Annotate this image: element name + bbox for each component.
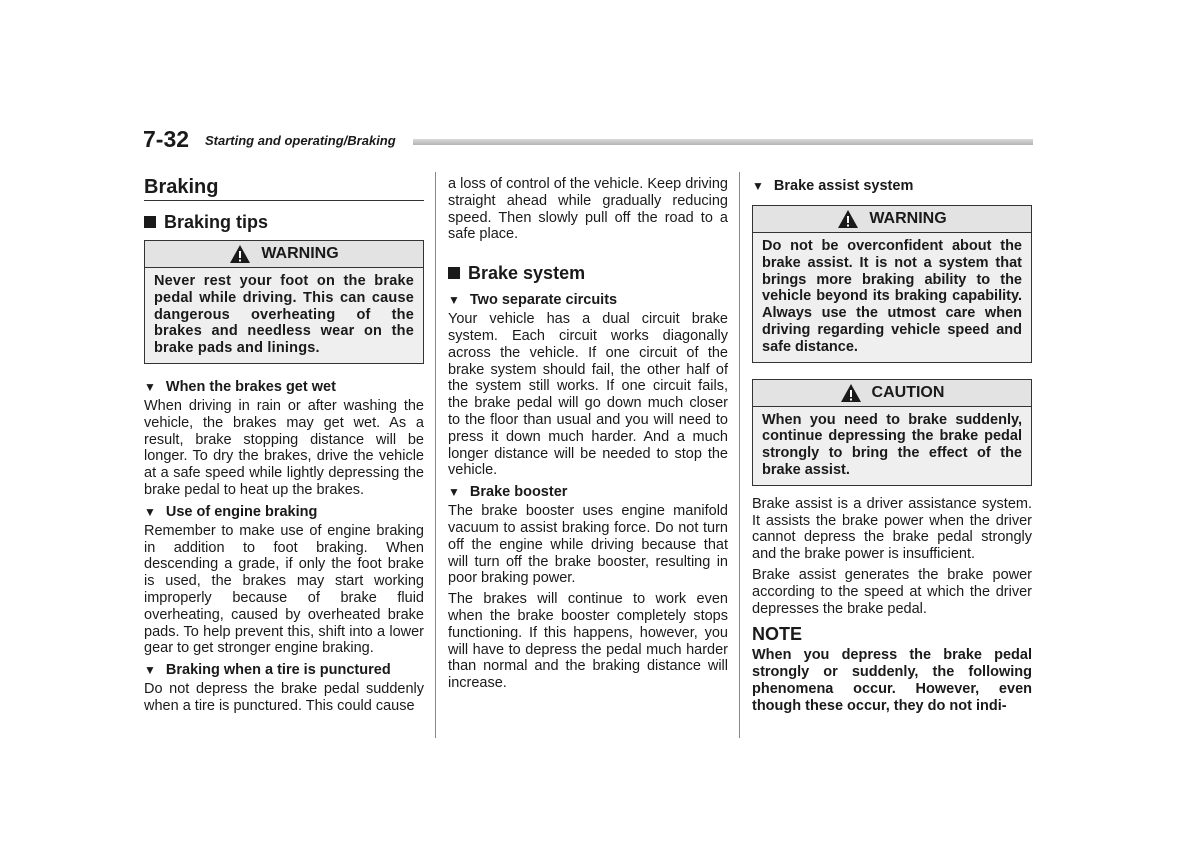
- caution-label: CAUTION: [871, 383, 945, 401]
- warning-triangle-icon: [837, 209, 859, 229]
- triangle-bullet-icon: ▼: [144, 504, 156, 519]
- caution-box: [752, 379, 1032, 486]
- page-number: 7-32: [143, 126, 190, 152]
- warning-box: [144, 240, 424, 364]
- subtitle-braking-tips: [144, 210, 424, 234]
- triangle-bullet-icon: ▼: [144, 379, 156, 394]
- two-circuits-text: Your vehicle has a dual circuit brake system. Each circuit works diagonally across the vehicle. If one circuit of the brake system should fail, the other half of the system still works. If one circuit fails, the brake pedal will go down much closer to the floor than usual and you will need to press it down much harder. And a much longer distance will be needed to stop the vehicle.: [448, 311, 728, 479]
- note-text: When you depress the brake pedal strongly or suddenly, the following phenomena occur. However, even though these occur, they do not indi-: [752, 647, 1032, 714]
- wet-brakes-text: When driving in rain or after washing the vehicle, the brakes may get wet. As a result, brake stopping distance will be longer. To dry the brakes, drive the vehicle at a safe speed while lightly depressing the brake pedal to heat up the brakes.: [144, 397, 424, 498]
- column-2: [448, 172, 728, 696]
- page-title: Braking: [144, 174, 424, 201]
- warning-box: [752, 205, 1032, 363]
- square-bullet-icon: [144, 216, 156, 228]
- warning-label: WARNING: [869, 210, 947, 227]
- tire-punctured-text: Do not depress the brake pedal suddenly when a tire is punctured. This could cause: [144, 681, 424, 714]
- column-divider: [435, 172, 436, 738]
- note-heading: NOTE: [752, 624, 803, 645]
- subtitle-text: Braking tips: [164, 212, 269, 232]
- warning-label: WARNING: [261, 245, 339, 262]
- warning-text: Never rest your foot on the brake pedal while driving. This can cause dangerous overheating of the brakes and needless wear on the brake pads and linings.: [154, 273, 414, 357]
- heading-tire-punctured: [144, 661, 424, 679]
- caution-triangle-icon: [840, 383, 862, 403]
- page-header: [143, 124, 1033, 154]
- tire-punctured-text-cont: a loss of control of the vehicle. Keep driving straight ahead while gradually reducing speed. Then slowly pull off the road to a safe place.: [448, 176, 728, 243]
- caution-header: [753, 380, 1031, 407]
- brake-booster-text-2: The brakes will continue to work even when the brake booster completely stops functioning. If this happens, however, you will have to depress the pedal much harder than normal and the braking distance will increase.: [448, 591, 728, 692]
- column-divider: [739, 172, 740, 738]
- square-bullet-icon: [448, 267, 460, 279]
- heading-text: Two separate circuits: [469, 292, 618, 309]
- heading-text: Use of engine braking: [165, 503, 318, 520]
- heading-two-circuits: [448, 291, 728, 309]
- section-title: Starting and operating/Braking: [205, 133, 396, 148]
- warning-header: [753, 206, 1031, 233]
- caution-text: When you need to brake suddenly, continue depressing the brake pedal strongly to bring the effect of the brake assist.: [762, 411, 1022, 478]
- heading-text: When the brakes get wet: [165, 378, 336, 395]
- heading-text: Braking when a tire is punctured: [165, 662, 391, 679]
- triangle-bullet-icon: ▼: [752, 179, 764, 193]
- heading-text: Brake assist system: [773, 178, 914, 194]
- column-3: [752, 172, 1032, 715]
- brake-booster-text-1: The brake booster uses engine manifold vacuum to assist braking force. Do not turn off the engine while driving because that will turn off the brake booster, resulting in poor braking power.: [448, 503, 728, 587]
- warning-triangle-icon: [229, 244, 251, 264]
- heading-wet-brakes: [144, 378, 424, 396]
- heading-engine-braking: [144, 503, 424, 521]
- heading-brake-booster: [448, 483, 728, 501]
- brake-assist-text-1: Brake assist is a driver assistance system. It assists the brake power when the driver cannot depress the brake pedal strongly and the brake power is insufficient.: [752, 495, 1032, 563]
- header-bar: [413, 139, 1033, 145]
- engine-braking-text: Remember to make use of engine braking in addition to foot braking. When descending a grade, if only the foot brake is used, the brakes may start working improperly because of brake fluid overheating, caused by overheated brake pads. To help prevent this, shift into a lower gear to get stronger engine braking.: [144, 522, 424, 657]
- warning-text: Do not be overconfident about the brake assist. It is not a system that brings more braking ability to the vehicle beyond its braking capability. Always use the utmost care when driving regarding vehicle speed and safe distance.: [762, 238, 1022, 355]
- warning-header: [145, 241, 423, 268]
- subtitle-brake-system: [448, 261, 728, 285]
- triangle-bullet-icon: ▼: [144, 663, 156, 678]
- heading-brake-assist: [752, 177, 1032, 195]
- column-1: [144, 172, 424, 719]
- triangle-bullet-icon: ▼: [448, 485, 460, 500]
- brake-assist-text-2: Brake assist generates the brake power according to the speed at which the driver depresses the brake pedal.: [752, 566, 1032, 617]
- subtitle-text: Brake system: [468, 263, 586, 284]
- triangle-bullet-icon: ▼: [448, 293, 460, 308]
- heading-text: Brake booster: [469, 484, 568, 501]
